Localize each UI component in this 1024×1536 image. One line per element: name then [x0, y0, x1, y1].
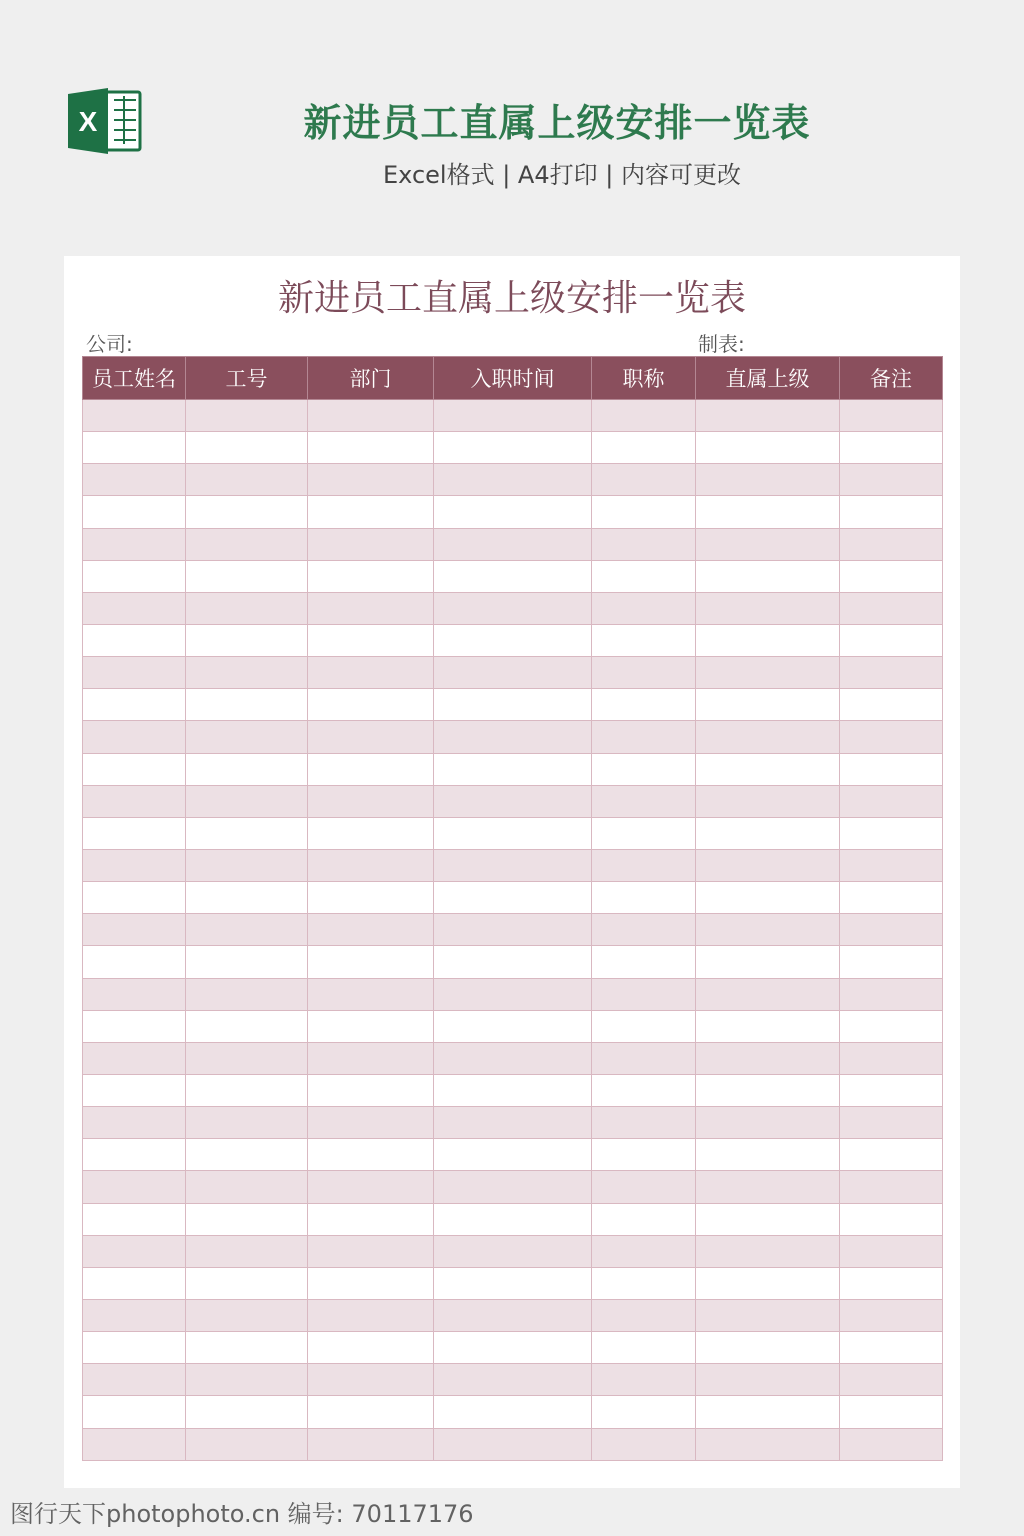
table-cell[interactable]	[434, 1428, 592, 1460]
table-cell[interactable]	[696, 432, 840, 464]
table-row	[83, 882, 943, 914]
table-cell[interactable]	[840, 464, 943, 496]
table-row	[83, 914, 943, 946]
table-row	[83, 978, 943, 1010]
table-cell[interactable]	[186, 1171, 308, 1203]
column-header: 入职时间	[434, 357, 592, 400]
table-cell[interactable]	[186, 560, 308, 592]
table-cell[interactable]	[434, 1171, 592, 1203]
table-cell[interactable]	[434, 1203, 592, 1235]
table-cell[interactable]	[83, 978, 186, 1010]
table-cell[interactable]	[592, 657, 696, 689]
table-cell[interactable]	[186, 785, 308, 817]
table-row	[83, 624, 943, 656]
table-cell[interactable]	[840, 657, 943, 689]
table-cell[interactable]	[186, 657, 308, 689]
table-cell[interactable]	[840, 914, 943, 946]
table-cell[interactable]	[840, 1364, 943, 1396]
table-cell[interactable]	[83, 1396, 186, 1428]
table-cell[interactable]	[696, 1139, 840, 1171]
table-cell[interactable]	[83, 657, 186, 689]
table-cell[interactable]	[696, 1364, 840, 1396]
table-cell[interactable]	[308, 849, 434, 881]
table-row	[83, 817, 943, 849]
table-cell[interactable]	[592, 785, 696, 817]
table-cell[interactable]	[83, 1042, 186, 1074]
table-row	[83, 1139, 943, 1171]
table-cell[interactable]	[592, 753, 696, 785]
maker-label: 制表:	[698, 332, 745, 356]
table-cell[interactable]	[308, 785, 434, 817]
table-cell[interactable]	[696, 817, 840, 849]
table-cell[interactable]	[696, 464, 840, 496]
table-cell[interactable]	[434, 1396, 592, 1428]
table-cell[interactable]	[186, 1267, 308, 1299]
table-cell[interactable]	[186, 1428, 308, 1460]
table-cell[interactable]	[308, 464, 434, 496]
table-cell[interactable]	[186, 882, 308, 914]
table-row	[83, 1235, 943, 1267]
page-subtitle: Excel格式 | A4打印 | 内容可更改	[383, 161, 741, 189]
table-cell[interactable]	[83, 592, 186, 624]
table-cell[interactable]	[83, 1299, 186, 1331]
table-cell[interactable]	[696, 946, 840, 978]
table-cell[interactable]	[434, 624, 592, 656]
table-cell[interactable]	[186, 849, 308, 881]
table-cell[interactable]	[308, 1107, 434, 1139]
table-cell[interactable]	[592, 1396, 696, 1428]
table-cell[interactable]	[592, 528, 696, 560]
table-cell[interactable]	[308, 496, 434, 528]
table-cell[interactable]	[840, 946, 943, 978]
table-cell[interactable]	[592, 1107, 696, 1139]
table-row	[83, 592, 943, 624]
table-row	[83, 528, 943, 560]
table-row	[83, 1396, 943, 1428]
table-cell[interactable]	[186, 528, 308, 560]
table-cell[interactable]	[308, 1332, 434, 1364]
table-cell[interactable]	[840, 882, 943, 914]
table-cell[interactable]	[592, 464, 696, 496]
table-row	[83, 1428, 943, 1460]
table-cell[interactable]	[186, 1203, 308, 1235]
company-label: 公司:	[86, 332, 133, 356]
table-row	[83, 1364, 943, 1396]
sheet-title: 新进员工直属上级安排一览表	[277, 278, 746, 319]
table-cell[interactable]	[434, 914, 592, 946]
table-cell[interactable]	[186, 1235, 308, 1267]
table-row	[83, 721, 943, 753]
table-row	[83, 689, 943, 721]
table-cell[interactable]	[308, 978, 434, 1010]
table-cell[interactable]	[186, 592, 308, 624]
table-cell[interactable]	[592, 946, 696, 978]
table-cell[interactable]	[840, 400, 943, 432]
table-cell[interactable]	[83, 1171, 186, 1203]
table-cell[interactable]	[696, 721, 840, 753]
table-row	[83, 1171, 943, 1203]
table-cell[interactable]	[592, 817, 696, 849]
table-cell[interactable]	[186, 1364, 308, 1396]
table-cell[interactable]	[186, 1396, 308, 1428]
table-cell[interactable]	[83, 400, 186, 432]
table-cell[interactable]	[696, 624, 840, 656]
table-row	[83, 657, 943, 689]
table-cell[interactable]	[434, 657, 592, 689]
table-body	[83, 400, 943, 1461]
table-cell[interactable]	[186, 1074, 308, 1106]
table-cell[interactable]	[308, 753, 434, 785]
table-row	[83, 753, 943, 785]
table-cell[interactable]	[186, 946, 308, 978]
table-cell[interactable]	[186, 1139, 308, 1171]
table-cell[interactable]	[840, 721, 943, 753]
table-cell[interactable]	[696, 496, 840, 528]
table-cell[interactable]	[696, 1107, 840, 1139]
table-row	[83, 1332, 943, 1364]
table-cell[interactable]	[696, 1235, 840, 1267]
table-cell[interactable]	[434, 464, 592, 496]
table-cell[interactable]	[83, 914, 186, 946]
table-cell[interactable]	[840, 560, 943, 592]
table-cell[interactable]	[696, 785, 840, 817]
table-cell[interactable]	[83, 1139, 186, 1171]
sheet-preview	[64, 256, 960, 1488]
table-cell[interactable]	[592, 914, 696, 946]
page-title: 新进员工直属上级安排一览表	[303, 101, 811, 145]
table-row	[83, 560, 943, 592]
table-cell[interactable]	[592, 689, 696, 721]
table-cell[interactable]	[696, 400, 840, 432]
table-row	[83, 496, 943, 528]
table-cell[interactable]	[840, 1010, 943, 1042]
table-cell[interactable]	[434, 432, 592, 464]
table-cell[interactable]	[840, 1107, 943, 1139]
table-cell[interactable]	[83, 785, 186, 817]
table-cell[interactable]	[840, 432, 943, 464]
data-table	[82, 356, 943, 1461]
table-cell[interactable]	[186, 721, 308, 753]
table-cell[interactable]	[592, 1010, 696, 1042]
table-row	[83, 946, 943, 978]
table-cell[interactable]	[308, 1139, 434, 1171]
table-cell[interactable]	[434, 1042, 592, 1074]
table-cell[interactable]	[308, 1203, 434, 1235]
table-cell[interactable]	[308, 432, 434, 464]
table-row	[83, 849, 943, 881]
table-row	[83, 1107, 943, 1139]
table-cell[interactable]	[592, 1428, 696, 1460]
watermark: 图行天下photophoto.cn 编号: 70117176	[10, 1500, 474, 1528]
table-cell[interactable]	[83, 721, 186, 753]
table-row	[83, 432, 943, 464]
table-cell[interactable]	[840, 528, 943, 560]
table-cell[interactable]	[83, 882, 186, 914]
table-cell[interactable]	[592, 1299, 696, 1331]
table-cell[interactable]	[186, 464, 308, 496]
table-cell[interactable]	[186, 689, 308, 721]
table-cell[interactable]	[83, 817, 186, 849]
table-cell[interactable]	[434, 785, 592, 817]
table-row	[83, 785, 943, 817]
table-cell[interactable]	[592, 496, 696, 528]
table-cell[interactable]	[308, 1428, 434, 1460]
table-cell[interactable]	[592, 1074, 696, 1106]
table-cell[interactable]	[840, 1139, 943, 1171]
table-cell[interactable]	[186, 1010, 308, 1042]
table-cell[interactable]	[592, 624, 696, 656]
table-cell[interactable]	[308, 1267, 434, 1299]
table-cell[interactable]	[592, 1235, 696, 1267]
table-cell[interactable]	[83, 1107, 186, 1139]
table-cell[interactable]	[840, 1203, 943, 1235]
table-cell[interactable]	[308, 624, 434, 656]
table-cell[interactable]	[434, 1139, 592, 1171]
table-cell[interactable]	[696, 1299, 840, 1331]
column-header: 直属上级	[696, 357, 840, 400]
table-cell[interactable]	[696, 753, 840, 785]
table-cell[interactable]	[592, 1042, 696, 1074]
table-cell[interactable]	[83, 1364, 186, 1396]
table-cell[interactable]	[434, 1299, 592, 1331]
table-cell[interactable]	[186, 1332, 308, 1364]
table-cell[interactable]	[696, 1042, 840, 1074]
table-cell[interactable]	[308, 914, 434, 946]
table-cell[interactable]	[840, 1235, 943, 1267]
table-cell[interactable]	[592, 1364, 696, 1396]
table-cell[interactable]	[840, 1396, 943, 1428]
table-cell[interactable]	[308, 946, 434, 978]
table-cell[interactable]	[696, 1010, 840, 1042]
table-cell[interactable]	[592, 400, 696, 432]
table-cell[interactable]	[308, 592, 434, 624]
table-cell[interactable]	[434, 592, 592, 624]
table-cell[interactable]	[840, 1074, 943, 1106]
table-cell[interactable]	[434, 689, 592, 721]
column-header: 部门	[308, 357, 434, 400]
table-cell[interactable]	[434, 882, 592, 914]
table-cell[interactable]	[308, 689, 434, 721]
table-cell[interactable]	[696, 528, 840, 560]
table-cell[interactable]	[308, 400, 434, 432]
table-cell[interactable]	[83, 528, 186, 560]
table-row	[83, 1010, 943, 1042]
table-cell[interactable]	[434, 1107, 592, 1139]
table-cell[interactable]	[696, 1171, 840, 1203]
table-cell[interactable]	[840, 1332, 943, 1364]
table-cell[interactable]	[696, 978, 840, 1010]
svg-text:X: X	[78, 106, 98, 137]
table-cell[interactable]	[840, 1042, 943, 1074]
table-cell[interactable]	[308, 1364, 434, 1396]
table-cell[interactable]	[83, 624, 186, 656]
table-cell[interactable]	[840, 849, 943, 881]
table-cell[interactable]	[308, 1171, 434, 1203]
table-cell[interactable]	[696, 592, 840, 624]
table-cell[interactable]	[308, 882, 434, 914]
table-cell[interactable]	[592, 721, 696, 753]
table-cell[interactable]	[592, 1171, 696, 1203]
table-cell[interactable]	[592, 592, 696, 624]
table-cell[interactable]	[434, 753, 592, 785]
column-header: 员工姓名	[83, 357, 186, 400]
table-cell[interactable]	[186, 978, 308, 1010]
table-cell[interactable]	[840, 592, 943, 624]
table-cell[interactable]	[186, 753, 308, 785]
table-cell[interactable]	[434, 849, 592, 881]
table-cell[interactable]	[308, 657, 434, 689]
table-cell[interactable]	[186, 432, 308, 464]
table-row	[83, 1267, 943, 1299]
table-cell[interactable]	[308, 1042, 434, 1074]
table-cell[interactable]	[83, 946, 186, 978]
table-cell[interactable]	[308, 1010, 434, 1042]
table-row	[83, 1042, 943, 1074]
table-cell[interactable]	[696, 657, 840, 689]
table-cell[interactable]	[186, 496, 308, 528]
table-cell[interactable]	[592, 432, 696, 464]
table-cell[interactable]	[840, 978, 943, 1010]
table-cell[interactable]	[186, 1107, 308, 1139]
table-cell[interactable]	[434, 1235, 592, 1267]
table-cell[interactable]	[434, 1332, 592, 1364]
table-cell[interactable]	[696, 914, 840, 946]
table-cell[interactable]	[434, 560, 592, 592]
table-cell[interactable]	[83, 689, 186, 721]
table-cell[interactable]	[696, 1428, 840, 1460]
table-cell[interactable]	[186, 1042, 308, 1074]
table-cell[interactable]	[592, 1139, 696, 1171]
table-cell[interactable]	[308, 560, 434, 592]
column-header: 职称	[592, 357, 696, 400]
table-cell[interactable]	[308, 1235, 434, 1267]
table-cell[interactable]	[592, 978, 696, 1010]
table-cell[interactable]	[308, 1299, 434, 1331]
table-cell[interactable]	[696, 849, 840, 881]
table-cell[interactable]	[840, 785, 943, 817]
table-cell[interactable]	[840, 1267, 943, 1299]
table-row	[83, 1074, 943, 1106]
table-cell[interactable]	[83, 1074, 186, 1106]
table-cell[interactable]	[186, 1299, 308, 1331]
table-cell[interactable]	[308, 721, 434, 753]
table-row	[83, 1203, 943, 1235]
table-cell[interactable]	[696, 1332, 840, 1364]
table-cell[interactable]	[592, 1267, 696, 1299]
column-header: 工号	[186, 357, 308, 400]
table-cell[interactable]	[592, 560, 696, 592]
table-cell[interactable]	[696, 1203, 840, 1235]
table-header-row	[83, 357, 943, 400]
table-cell[interactable]	[434, 721, 592, 753]
table-cell[interactable]	[83, 1332, 186, 1364]
table-cell[interactable]	[592, 882, 696, 914]
column-header: 备注	[840, 357, 943, 400]
table-cell[interactable]	[434, 400, 592, 432]
table-cell[interactable]	[434, 978, 592, 1010]
table-cell[interactable]	[696, 560, 840, 592]
table-cell[interactable]	[840, 496, 943, 528]
table-cell[interactable]	[840, 689, 943, 721]
table-cell[interactable]	[434, 817, 592, 849]
table-cell[interactable]	[308, 1074, 434, 1106]
table-cell[interactable]	[434, 1074, 592, 1106]
table-cell[interactable]	[83, 753, 186, 785]
table-cell[interactable]	[83, 1267, 186, 1299]
table-cell[interactable]	[186, 817, 308, 849]
table-cell[interactable]	[83, 1235, 186, 1267]
table-cell[interactable]	[592, 1203, 696, 1235]
table-cell[interactable]	[434, 946, 592, 978]
table-cell[interactable]	[308, 528, 434, 560]
table-cell[interactable]	[840, 1428, 943, 1460]
table-cell[interactable]	[840, 1299, 943, 1331]
table-cell[interactable]	[592, 849, 696, 881]
table-cell[interactable]	[434, 1364, 592, 1396]
table-cell[interactable]	[696, 1074, 840, 1106]
table-cell[interactable]	[83, 849, 186, 881]
table-cell[interactable]	[83, 432, 186, 464]
table-cell[interactable]	[186, 400, 308, 432]
table-row	[83, 400, 943, 432]
table-cell[interactable]	[83, 1010, 186, 1042]
table-cell[interactable]	[840, 624, 943, 656]
table-cell[interactable]	[592, 1332, 696, 1364]
table-cell[interactable]	[83, 1203, 186, 1235]
table-cell[interactable]	[696, 882, 840, 914]
table-cell[interactable]	[308, 1396, 434, 1428]
table-cell[interactable]	[434, 496, 592, 528]
table-cell[interactable]	[186, 624, 308, 656]
table-row	[83, 1299, 943, 1331]
table-cell[interactable]	[840, 753, 943, 785]
table-cell[interactable]	[434, 1267, 592, 1299]
table-cell[interactable]	[83, 464, 186, 496]
table-cell[interactable]	[696, 689, 840, 721]
table-cell[interactable]	[83, 1428, 186, 1460]
table-cell[interactable]	[186, 914, 308, 946]
table-cell[interactable]	[83, 496, 186, 528]
table-cell[interactable]	[434, 528, 592, 560]
table-row	[83, 464, 943, 496]
table-cell[interactable]	[696, 1267, 840, 1299]
table-cell[interactable]	[83, 560, 186, 592]
table-cell[interactable]	[840, 817, 943, 849]
table-cell[interactable]	[434, 1010, 592, 1042]
table-cell[interactable]	[840, 1171, 943, 1203]
table-cell[interactable]	[308, 817, 434, 849]
table-cell[interactable]	[696, 1396, 840, 1428]
